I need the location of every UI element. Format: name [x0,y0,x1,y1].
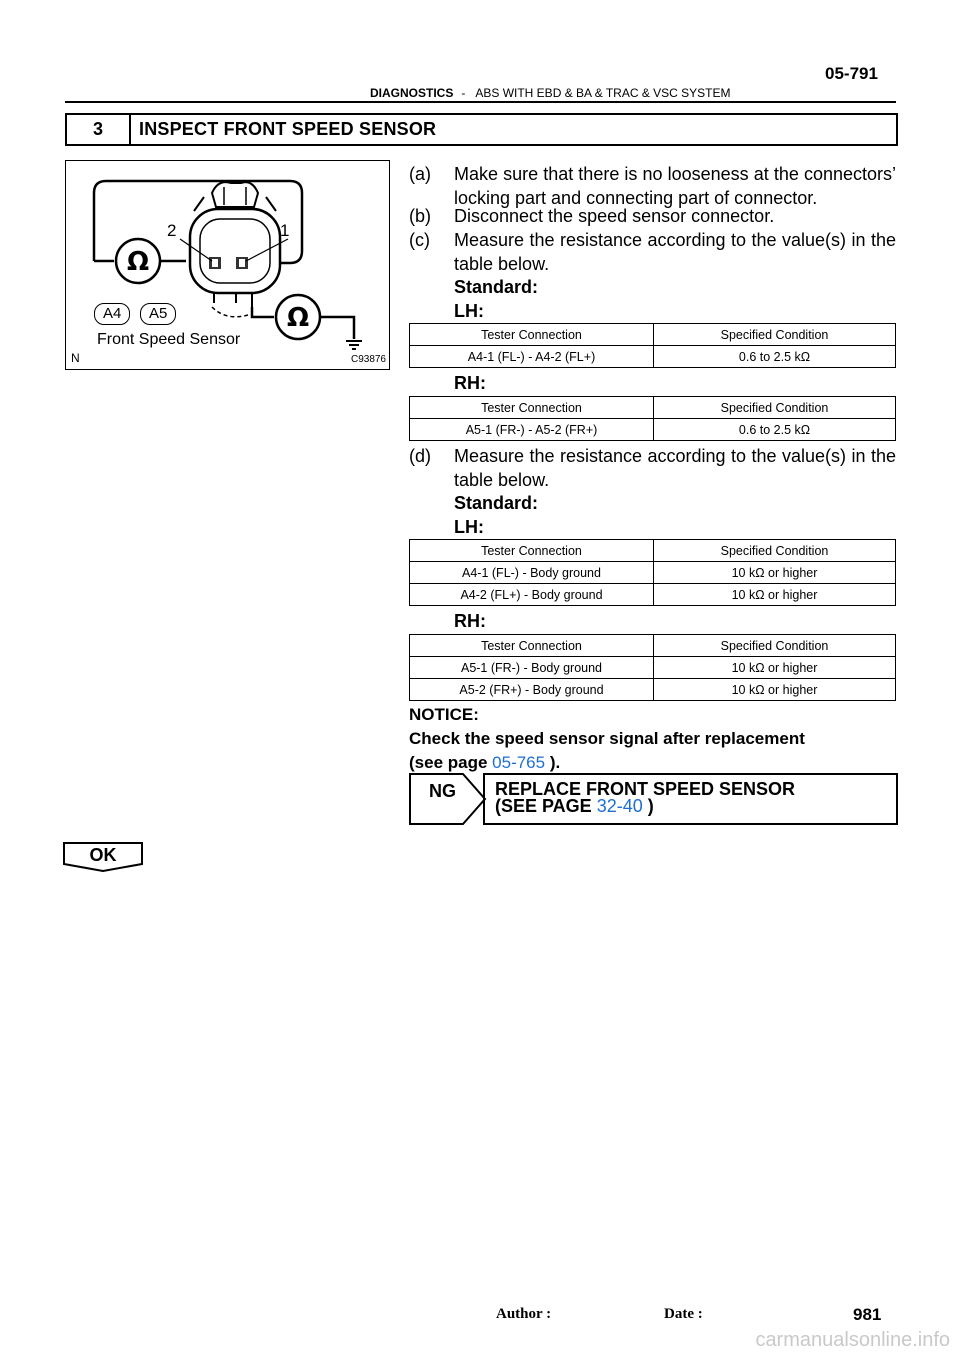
table-header-row [410,540,896,562]
header-specified-condition: Specified Condition [654,324,896,346]
cell-condition: 0.6 to 2.5 kΩ [654,419,896,441]
spec-table-d-lh [409,539,896,606]
page-link-05-765[interactable]: 05-765 [492,753,546,772]
page-link-32-40[interactable]: 32-40 [596,796,643,816]
cell-condition: 10 kΩ or higher [654,679,896,701]
instruction-b-mark: (b) [409,206,431,226]
notice-ref-suffix: ). [545,753,561,772]
cell-condition: 0.6 to 2.5 kΩ [654,346,896,368]
svg-text:Ω: Ω [126,247,150,277]
step-title: INSPECT FRONT SPEED SENSOR [139,119,437,139]
header-system: ABS WITH EBD & BA & TRAC & VSC SYSTEM [475,86,731,100]
ng-result [409,773,896,825]
table-row [410,584,896,606]
ng-ref-suffix: ) [642,796,654,816]
cell-connection: A4-1 (FL-) - Body ground [410,562,654,584]
ok-label: OK [89,845,117,865]
table-header-row [410,324,896,346]
table-row [410,562,896,584]
header-separator: - [461,86,466,100]
ohmmeter-icon [276,295,320,339]
figure-corner-letter: N [71,351,80,365]
header-specified-condition: Specified Condition [654,397,896,419]
table-row [410,346,896,368]
cell-connection: A5-1 (FR-) - A5-2 (FR+) [410,419,654,441]
footer-page-number: 981 [853,1305,882,1324]
header-tester-connection: Tester Connection [410,397,654,419]
watermark: carmanualsonline.info [755,1329,950,1351]
cell-connection: A5-1 (FR-) - Body ground [410,657,654,679]
cell-connection: A5-2 (FR+) - Body ground [410,679,654,701]
cell-connection: A4-2 (FL+) - Body ground [410,584,654,606]
instruction-d-text: Measure the resistance according to the value(s) in the table below. [454,446,896,490]
spec-table-c-lh [409,323,896,368]
footer-date-label: Date : [664,1306,703,1322]
svg-text:Ω: Ω [286,303,310,333]
instruction-d-mark: (d) [409,446,431,466]
ok-result [63,842,143,872]
table-row [410,419,896,441]
ng-ref-prefix: (SEE PAGE [495,796,597,816]
header-section: DIAGNOSTICS [370,86,454,100]
pin-1-label: 1 [280,221,290,240]
ground-icon [346,341,362,349]
cell-condition: 10 kΩ or higher [654,562,896,584]
instruction-b-text: Disconnect the speed sensor connector. [454,206,775,226]
pin-2-label: 2 [167,221,177,240]
header-specified-condition: Specified Condition [654,540,896,562]
instruction-a-mark: (a) [409,164,431,184]
cell-condition: 10 kΩ or higher [654,584,896,606]
spec-table-d-rh [409,634,896,701]
ohmmeter-icon [116,239,160,283]
header-tester-connection: Tester Connection [410,540,654,562]
cell-condition: 10 kΩ or higher [654,657,896,679]
notice-line-2 [409,751,560,775]
standard-label: Standard: [454,493,539,513]
connector-a4-badge: A4 [94,303,130,325]
instruction-c-text: Measure the resistance according to the value(s) in the table below. [454,230,896,274]
notice-ref-prefix: (see page [409,753,493,772]
lh-label: LH: [454,301,484,321]
standard-label: Standard: [454,277,539,297]
ng-action-line-1: REPLACE FRONT SPEED SENSOR [495,779,796,799]
rh-label: RH: [454,611,486,631]
ng-action-text [495,781,795,815]
header-tester-connection: Tester Connection [410,635,654,657]
table-header-row [410,635,896,657]
ng-label: NG [429,781,456,801]
instruction-c-mark: (c) [409,230,430,250]
page-number: 05-791 [825,64,878,83]
connector-a5-badge: A5 [140,303,176,325]
header-title [370,86,731,100]
connector-icon [190,182,280,317]
figure-caption: Front Speed Sensor [97,331,241,348]
header-tester-connection: Tester Connection [410,324,654,346]
table-row [410,679,896,701]
sensor-figure [65,160,390,370]
ng-action-line-2 [495,798,795,815]
header-rule [65,101,896,103]
table-row [410,657,896,679]
rh-label: RH: [454,373,486,393]
ng-action-box [483,773,898,825]
instruction-a-text: Make sure that there is no looseness at the connectors’ locking part and connecting part of connector. [454,164,896,208]
notice-title: NOTICE: [409,705,479,724]
notice-line-1: Check the speed sensor signal after replacement [409,729,805,748]
cell-connection: A4-1 (FL-) - A4-2 (FL+) [410,346,654,368]
footer-author-label: Author : [496,1306,552,1322]
step-number: 3 [67,115,131,144]
table-header-row [410,397,896,419]
spec-table-c-rh [409,396,896,441]
lh-label: LH: [454,517,484,537]
figure-code: C93876 [350,354,386,365]
header-specified-condition: Specified Condition [654,635,896,657]
step-header [65,113,898,146]
